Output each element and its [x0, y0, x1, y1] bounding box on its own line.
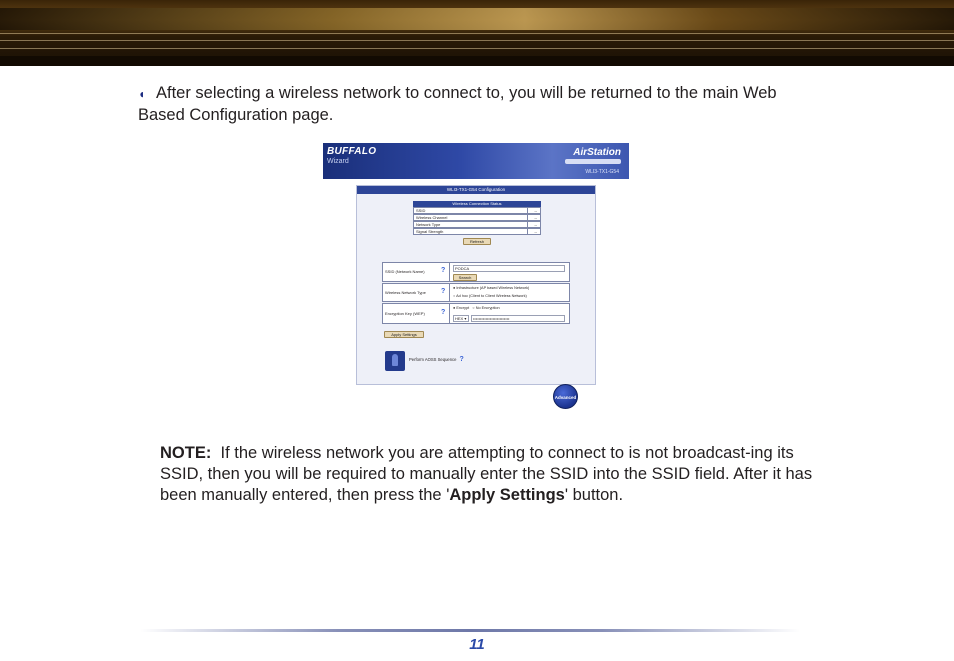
- row-divider: [449, 263, 450, 281]
- encryption-row: [382, 303, 570, 324]
- status-value: --: [534, 208, 537, 213]
- page-number: 11: [469, 636, 485, 653]
- status-row-network-type: [413, 221, 541, 228]
- status-label: SSID: [416, 208, 426, 213]
- arrowhead-bullet-icon: ◖: [138, 87, 146, 101]
- option-label: Ad hoc (Client to Client Wireless Network): [456, 294, 527, 298]
- config-screenshot: [323, 143, 629, 411]
- infrastructure-radio[interactable]: ● Infrastructure (AP based Wireless Network): [453, 286, 530, 290]
- refresh-button[interactable]: Refresh: [463, 238, 491, 245]
- encrypt-radio[interactable]: ● Encrypt ○ No Encryption: [453, 306, 500, 310]
- search-button[interactable]: Search: [453, 274, 477, 281]
- help-icon[interactable]: ?: [441, 267, 446, 274]
- status-title: Wireless Connection Status: [413, 201, 541, 207]
- banner-shine: [0, 8, 954, 30]
- aoss-label: Perform AOSS Sequence: [409, 357, 457, 362]
- model-label: WLI3-TX1-G54: [585, 169, 619, 175]
- wep-key-input[interactable]: ••••••••••••••••••••••••••: [471, 315, 565, 322]
- intro-paragraph: [138, 83, 818, 126]
- banner-line: [0, 40, 954, 41]
- note-label: NOTE:: [160, 444, 212, 462]
- help-icon[interactable]: ?: [459, 356, 464, 363]
- status-divider: [527, 229, 528, 235]
- help-icon[interactable]: ?: [441, 288, 446, 295]
- encryption-label: Encryption Key (WEP): [385, 311, 425, 316]
- ssid-row: [382, 262, 570, 282]
- key-format-select[interactable]: HEX ▾: [453, 315, 469, 322]
- screenshot-header: [323, 143, 629, 179]
- status-value: --: [534, 222, 537, 227]
- banner-bottom: [0, 56, 954, 66]
- banner-line: [0, 48, 954, 49]
- buffalo-logo: BUFFALO: [327, 146, 377, 157]
- status-row-signal: [413, 228, 541, 235]
- row-divider: [449, 284, 450, 301]
- ssid-input[interactable]: PODCA: [453, 265, 565, 272]
- wizard-tab[interactable]: Wizard: [327, 158, 349, 165]
- config-panel: [356, 185, 596, 385]
- network-type-row: [382, 283, 570, 302]
- option-label: Encrypt: [456, 306, 470, 310]
- option-label: No Encryption: [475, 306, 500, 310]
- status-row-channel: [413, 214, 541, 221]
- advanced-button[interactable]: Advanced: [553, 384, 578, 409]
- status-row-ssid: [413, 207, 541, 214]
- brand-bar: [565, 159, 621, 164]
- note-text: If the wireless network you are attempting to connect to is not broadcast-ing its SSID, then you will be required to manually enter the SSID into the SSID field. After it has been manually entered, then press the ': [160, 444, 813, 504]
- note-paragraph: [160, 443, 825, 506]
- adhoc-radio[interactable]: ○ Ad hoc (Client to Client Wireless Network): [453, 294, 527, 298]
- row-divider: [449, 304, 450, 323]
- airstation-logo: AirStation: [573, 147, 621, 158]
- note-emphasis: Apply Settings: [449, 486, 565, 504]
- footer-rule: [140, 629, 800, 632]
- panel-title: WLI3-TX1-G54 Configuration: [357, 186, 595, 194]
- aoss-link[interactable]: [409, 356, 464, 363]
- note-text-end: ' button.: [564, 486, 624, 504]
- apply-settings-button[interactable]: Apply Settings: [384, 331, 424, 338]
- ssid-label: SSID (Network Name): [385, 269, 425, 274]
- option-label: Infrastructure (AP based Wireless Network): [456, 286, 530, 290]
- status-value: --: [534, 229, 537, 234]
- aoss-icon[interactable]: [385, 351, 405, 371]
- status-label: Signal Strength: [416, 229, 444, 234]
- intro-text: After selecting a wireless network to connect to, you will be returned to the main Web Based Configuration page.: [138, 84, 777, 124]
- header-banner: [0, 0, 954, 66]
- aoss-shape: [392, 354, 398, 366]
- status-value: --: [534, 215, 537, 220]
- help-icon[interactable]: ?: [441, 309, 446, 316]
- key-format-value: HEX: [455, 316, 464, 321]
- network-type-label: Wireless Network Type: [385, 290, 426, 295]
- status-label: Wireless Channel: [416, 215, 448, 220]
- banner-line: [0, 33, 954, 34]
- status-label: Network Type: [416, 222, 441, 227]
